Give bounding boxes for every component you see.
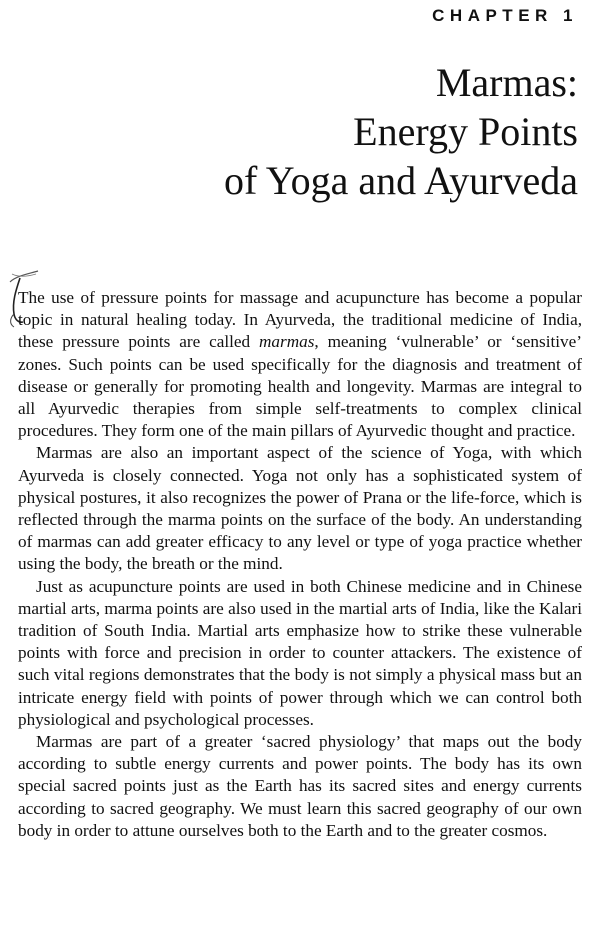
chapter-body: [18, 287, 582, 842]
chapter-title-line: Marmas:: [435, 60, 578, 105]
paragraph: Just as acupuncture points are used in both Chinese medicine and in Chinese martial arts, marma points are also used in the martial arts of India, like the Kalari tradition of South India. Martial arts emphasize how to strike these vulnerable points with force and precision in order to counter attackers. The existence of such vital regions demonstrates that the body is not simply a physical mass but an intricate energy field with points of power through which we can control both physiological and psychological processes.: [18, 576, 582, 729]
paragraph-text: , meaning ‘vulnerable’ or ‘sensitive’ zones. Such points can be used specifically for the diagnosis and treatment of disease or generally for promoting health and longevity. Marmas are integral to all Ayurvedic therapies from simple self-treatments to complex clinical procedures. They form one of the main pillars of Ayurvedic thought and practice.: [18, 332, 582, 441]
paragraph-text: The use of pressure points for massage and acupuncture has become a popular topic in natural healing today. In Ayurveda, the traditional medicine of India, these pressure points are called: [18, 288, 582, 352]
chapter-title-line: of Yoga and Ayurveda: [223, 158, 578, 203]
paragraph: Marmas are part of a greater ‘sacred physiology’ that maps out the body according to subtle energy currents and power points. The body has its own special sacred points just as the Earth has its sacred sites and energy currents according to sacred geography. We must learn this sacred geography of our own body in order to attune ourselves both to the Earth and to the greater cosmos.: [18, 732, 582, 840]
term-marmas: marmas: [259, 332, 315, 352]
chapter-title-line: Energy Points: [353, 109, 578, 154]
paragraph: Marmas are also an important aspect of the science of Yoga, with which Ayurveda is closely connected. Yoga not only has a sophisticated system of physical postures, it also recognizes the power of Prana or the life-force, which is reflected through the marma points on the surface of the body. An understanding of marmas can add greater efficacy to any level or type of yoga practice whether using the body, the breath or the mind.: [18, 443, 582, 574]
paragraph: [18, 287, 582, 442]
chapter-title: [18, 58, 578, 205]
chapter-label: CHAPTER 1: [432, 6, 578, 25]
